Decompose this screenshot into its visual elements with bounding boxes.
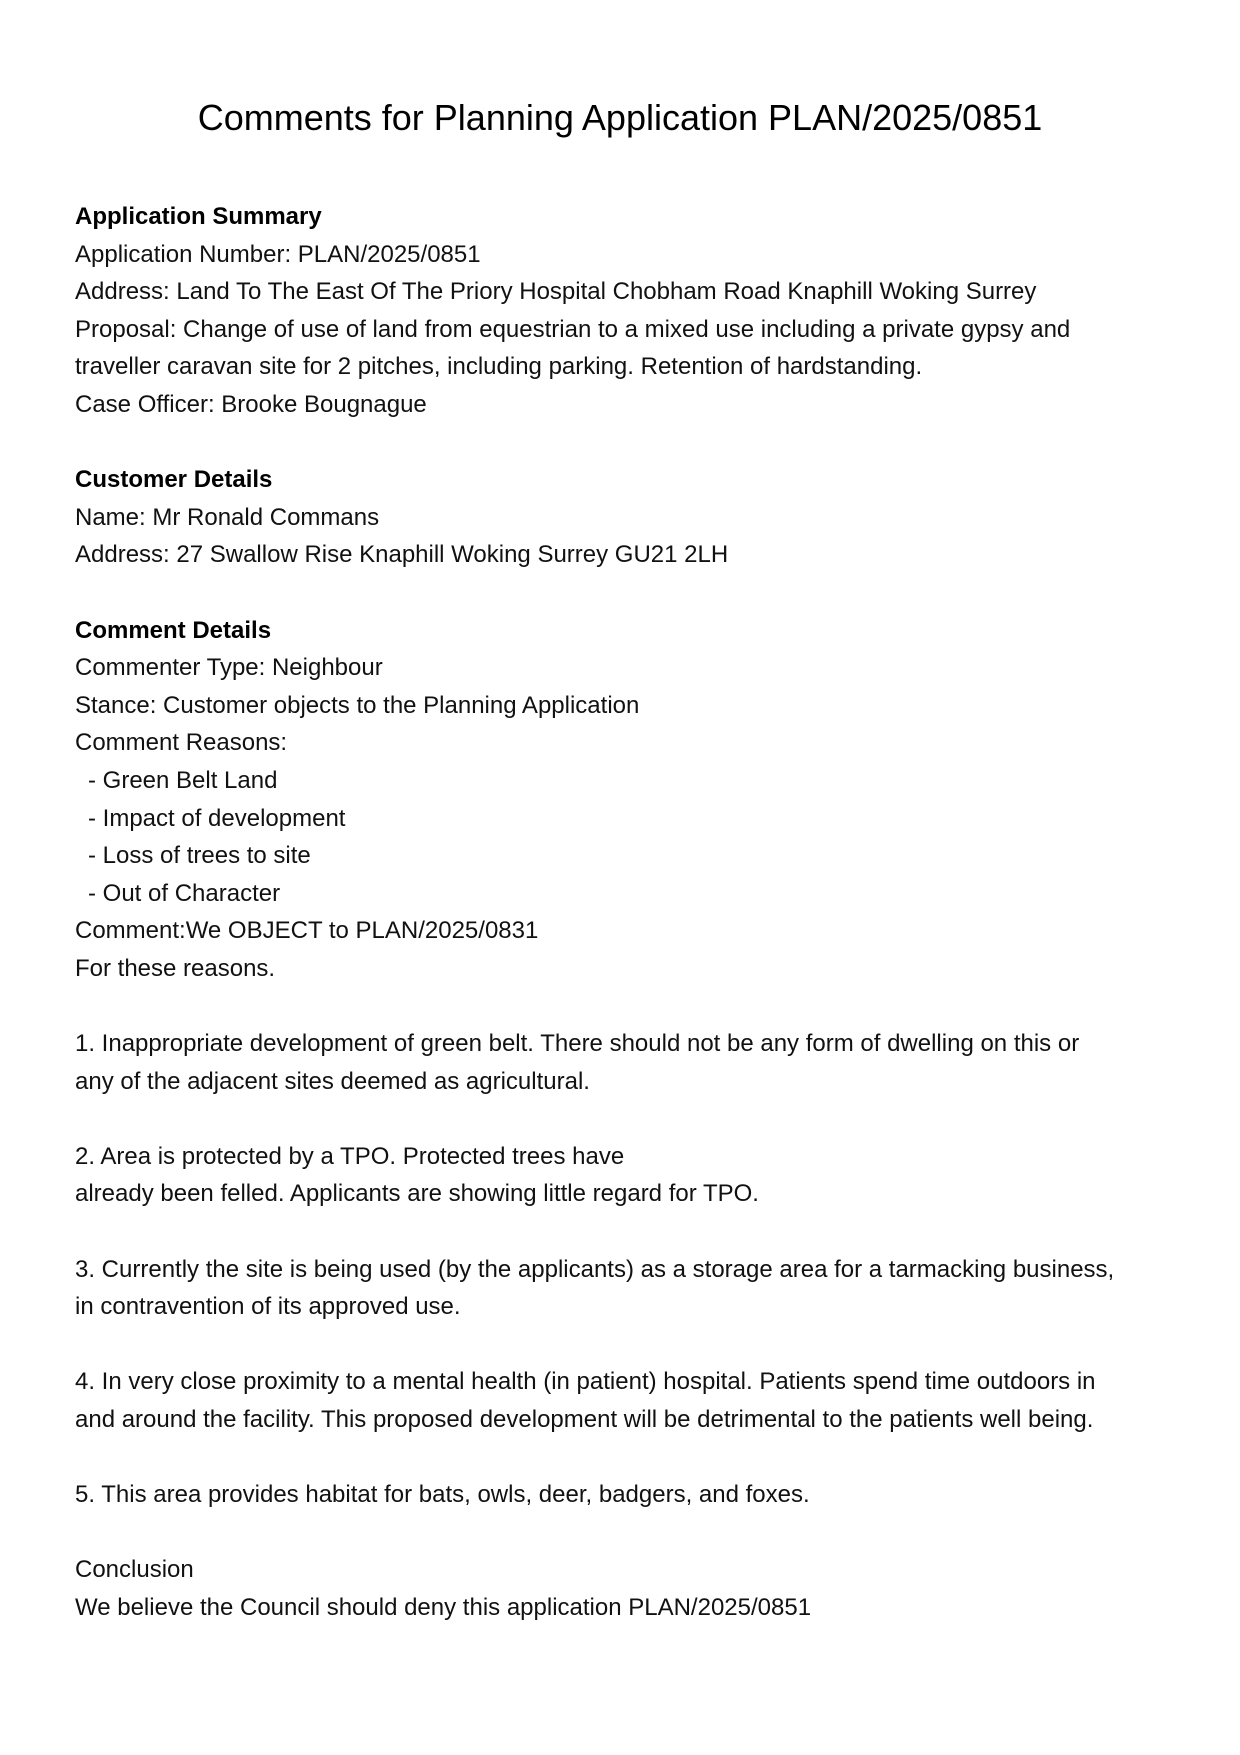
comment-details-section — [75, 612, 1175, 1627]
application-summary-section — [75, 198, 1175, 424]
objection-point-line: any of the adjacent sites deemed as agricultural. — [75, 1067, 590, 1095]
objection-point-3 — [75, 1251, 1175, 1326]
application-summary-heading: Application Summary — [75, 203, 322, 230]
conclusion — [75, 1551, 1175, 1626]
stance: Stance: Customer objects to the Planning Application — [75, 691, 640, 719]
customer-name: Name: Mr Ronald Commans — [75, 503, 380, 531]
case-officer: Case Officer: Brooke Bougnague — [75, 390, 427, 418]
objection-point-line: 4. In very close proximity to a mental health (in patient) hospital. Patients spend time outdoors in — [75, 1368, 1096, 1396]
comment-intro-2: For these reasons. — [75, 954, 276, 982]
page-title: Comments for Planning Application PLAN/2025/0851 — [197, 97, 1043, 138]
conclusion-text: We believe the Council should deny this application PLAN/2025/0851 — [75, 1593, 812, 1621]
objection-point-5 — [75, 1476, 1175, 1514]
spacer — [75, 1100, 1175, 1138]
comment-reason-item: - Out of Character — [88, 879, 281, 907]
customer-details-heading: Customer Details — [75, 466, 273, 494]
objection-point-line: 3. Currently the site is being used (by the applicants) as a storage area for a tarmacking business, — [75, 1255, 1115, 1283]
objection-point-4 — [75, 1363, 1175, 1438]
commenter-type: Commenter Type: Neighbour — [75, 654, 383, 682]
spacer — [75, 574, 1175, 612]
objection-point-line: 1. Inappropriate development of green belt. There should not be any form of dwelling on this or — [75, 1030, 1080, 1058]
objection-point-line: 5. This area provides habitat for bats, owls, deer, badgers, and foxes. — [75, 1481, 810, 1509]
objection-point-1 — [75, 1025, 1175, 1100]
comment-reason-item: - Green Belt Land — [88, 766, 278, 794]
application-proposal-line-1: Proposal: Change of use of land from equestrian to a mixed use including a private gypsy and — [75, 315, 1071, 343]
spacer — [75, 1213, 1175, 1251]
customer-address: Address: 27 Swallow Rise Knaphill Woking Surrey GU21 2LH — [75, 541, 729, 569]
objection-point-line: and around the facility. This proposed development will be detrimental to the patients well being. — [75, 1406, 1094, 1433]
comment-reason-item: - Loss of trees to site — [88, 842, 311, 870]
spacer — [75, 1439, 1175, 1477]
comment-reasons-label: Comment Reasons: — [75, 729, 288, 757]
spacer — [75, 1514, 1175, 1552]
spacer — [75, 1326, 1175, 1364]
spacer — [75, 424, 1175, 462]
spacer — [75, 987, 1175, 1025]
application-proposal-line-2: traveller caravan site for 2 pitches, including parking. Retention of hardstanding. — [75, 353, 923, 381]
comment-reason-item: - Impact of development — [88, 804, 346, 832]
objection-point-line: 2. Area is protected by a TPO. Protected trees have — [75, 1142, 625, 1170]
document-body — [75, 198, 1175, 1627]
objection-point-line: in contravention of its approved use. — [75, 1293, 461, 1321]
comment-details-heading: Comment Details — [75, 616, 272, 644]
comment-intro: Comment:We OBJECT to PLAN/2025/0831 — [75, 917, 539, 945]
conclusion-label: Conclusion — [75, 1556, 194, 1584]
application-number: Application Number: PLAN/2025/0851 — [75, 240, 481, 268]
objection-point-2 — [75, 1138, 1175, 1213]
application-address: Address: Land To The East Of The Priory Hospital Chobham Road Knaphill Woking Surrey — [75, 278, 1037, 306]
objection-point-line: already been felled. Applicants are showing little regard for TPO. — [75, 1180, 759, 1208]
customer-details-section — [75, 461, 1175, 574]
